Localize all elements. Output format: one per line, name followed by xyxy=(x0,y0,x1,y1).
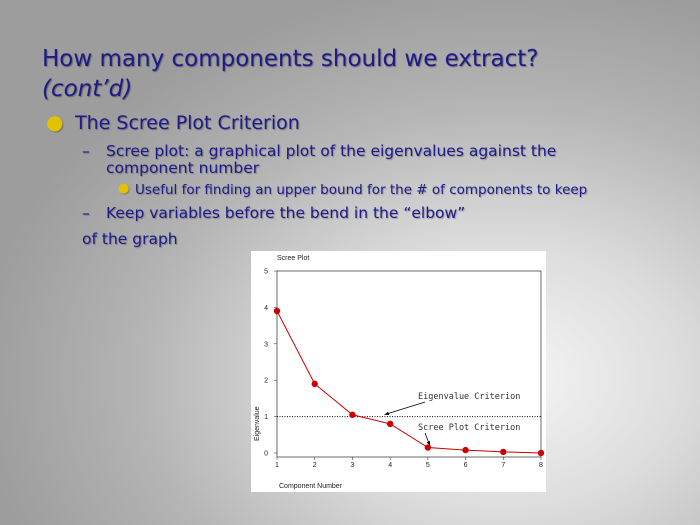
y-tick-label: 4 xyxy=(264,304,268,312)
x-tick-label: 8 xyxy=(539,462,543,469)
y-axis-label: Eigenvalue xyxy=(254,406,261,441)
slide-title xyxy=(42,44,682,104)
y-axis-ticks xyxy=(264,269,277,458)
annotation-label: Scree Plot Criterion xyxy=(418,423,521,433)
x-tick-label: 3 xyxy=(350,462,355,469)
x-tick-label: 1 xyxy=(275,462,279,469)
data-point xyxy=(274,308,280,314)
bullet-dot-icon: ● xyxy=(46,110,64,134)
x-tick-label: 6 xyxy=(463,462,468,469)
y-tick-label: 1 xyxy=(264,414,268,422)
slide-title-sub: (cont’d) xyxy=(42,76,133,102)
dash-icon: – xyxy=(82,204,90,222)
x-tick-label: 4 xyxy=(388,462,393,469)
data-point xyxy=(538,450,544,456)
scree-plot-svg xyxy=(251,251,546,492)
bullet-text: The Scree Plot Criterion xyxy=(75,112,300,134)
chart-title: Scree Plot xyxy=(277,255,310,262)
scree-plot-chart xyxy=(251,251,546,492)
x-axis-label: Component Number xyxy=(279,483,343,490)
x-axis-ticks xyxy=(275,457,543,469)
sub-bullet-dot-icon: ● xyxy=(118,181,130,196)
y-tick-label: 2 xyxy=(264,377,268,385)
dash-text: Scree plot: a graphical plot of the eigenvalues against the component number xyxy=(106,142,557,177)
annotation-label: Eigenvalue Criterion xyxy=(418,392,521,402)
y-tick-label: 3 xyxy=(264,341,268,349)
continuation-text: of the graph xyxy=(82,230,178,248)
data-point xyxy=(500,449,506,455)
x-tick-label: 2 xyxy=(312,462,317,469)
data-point xyxy=(387,421,393,427)
slide-title-main: How many components should we extract? xyxy=(42,46,539,72)
data-point xyxy=(312,381,318,387)
data-point xyxy=(462,447,468,453)
x-tick-label: 5 xyxy=(425,462,430,469)
sub-bullet-text: Useful for finding an upper bound for the # of components to keep xyxy=(135,182,588,198)
dash-text: Keep variables before the bend in the “elbow” xyxy=(106,204,466,222)
y-tick-label: 5 xyxy=(264,268,268,276)
x-tick-label: 7 xyxy=(501,462,506,469)
data-point xyxy=(349,412,355,418)
dash-icon: – xyxy=(82,142,90,160)
y-tick-label: 0 xyxy=(264,450,268,458)
